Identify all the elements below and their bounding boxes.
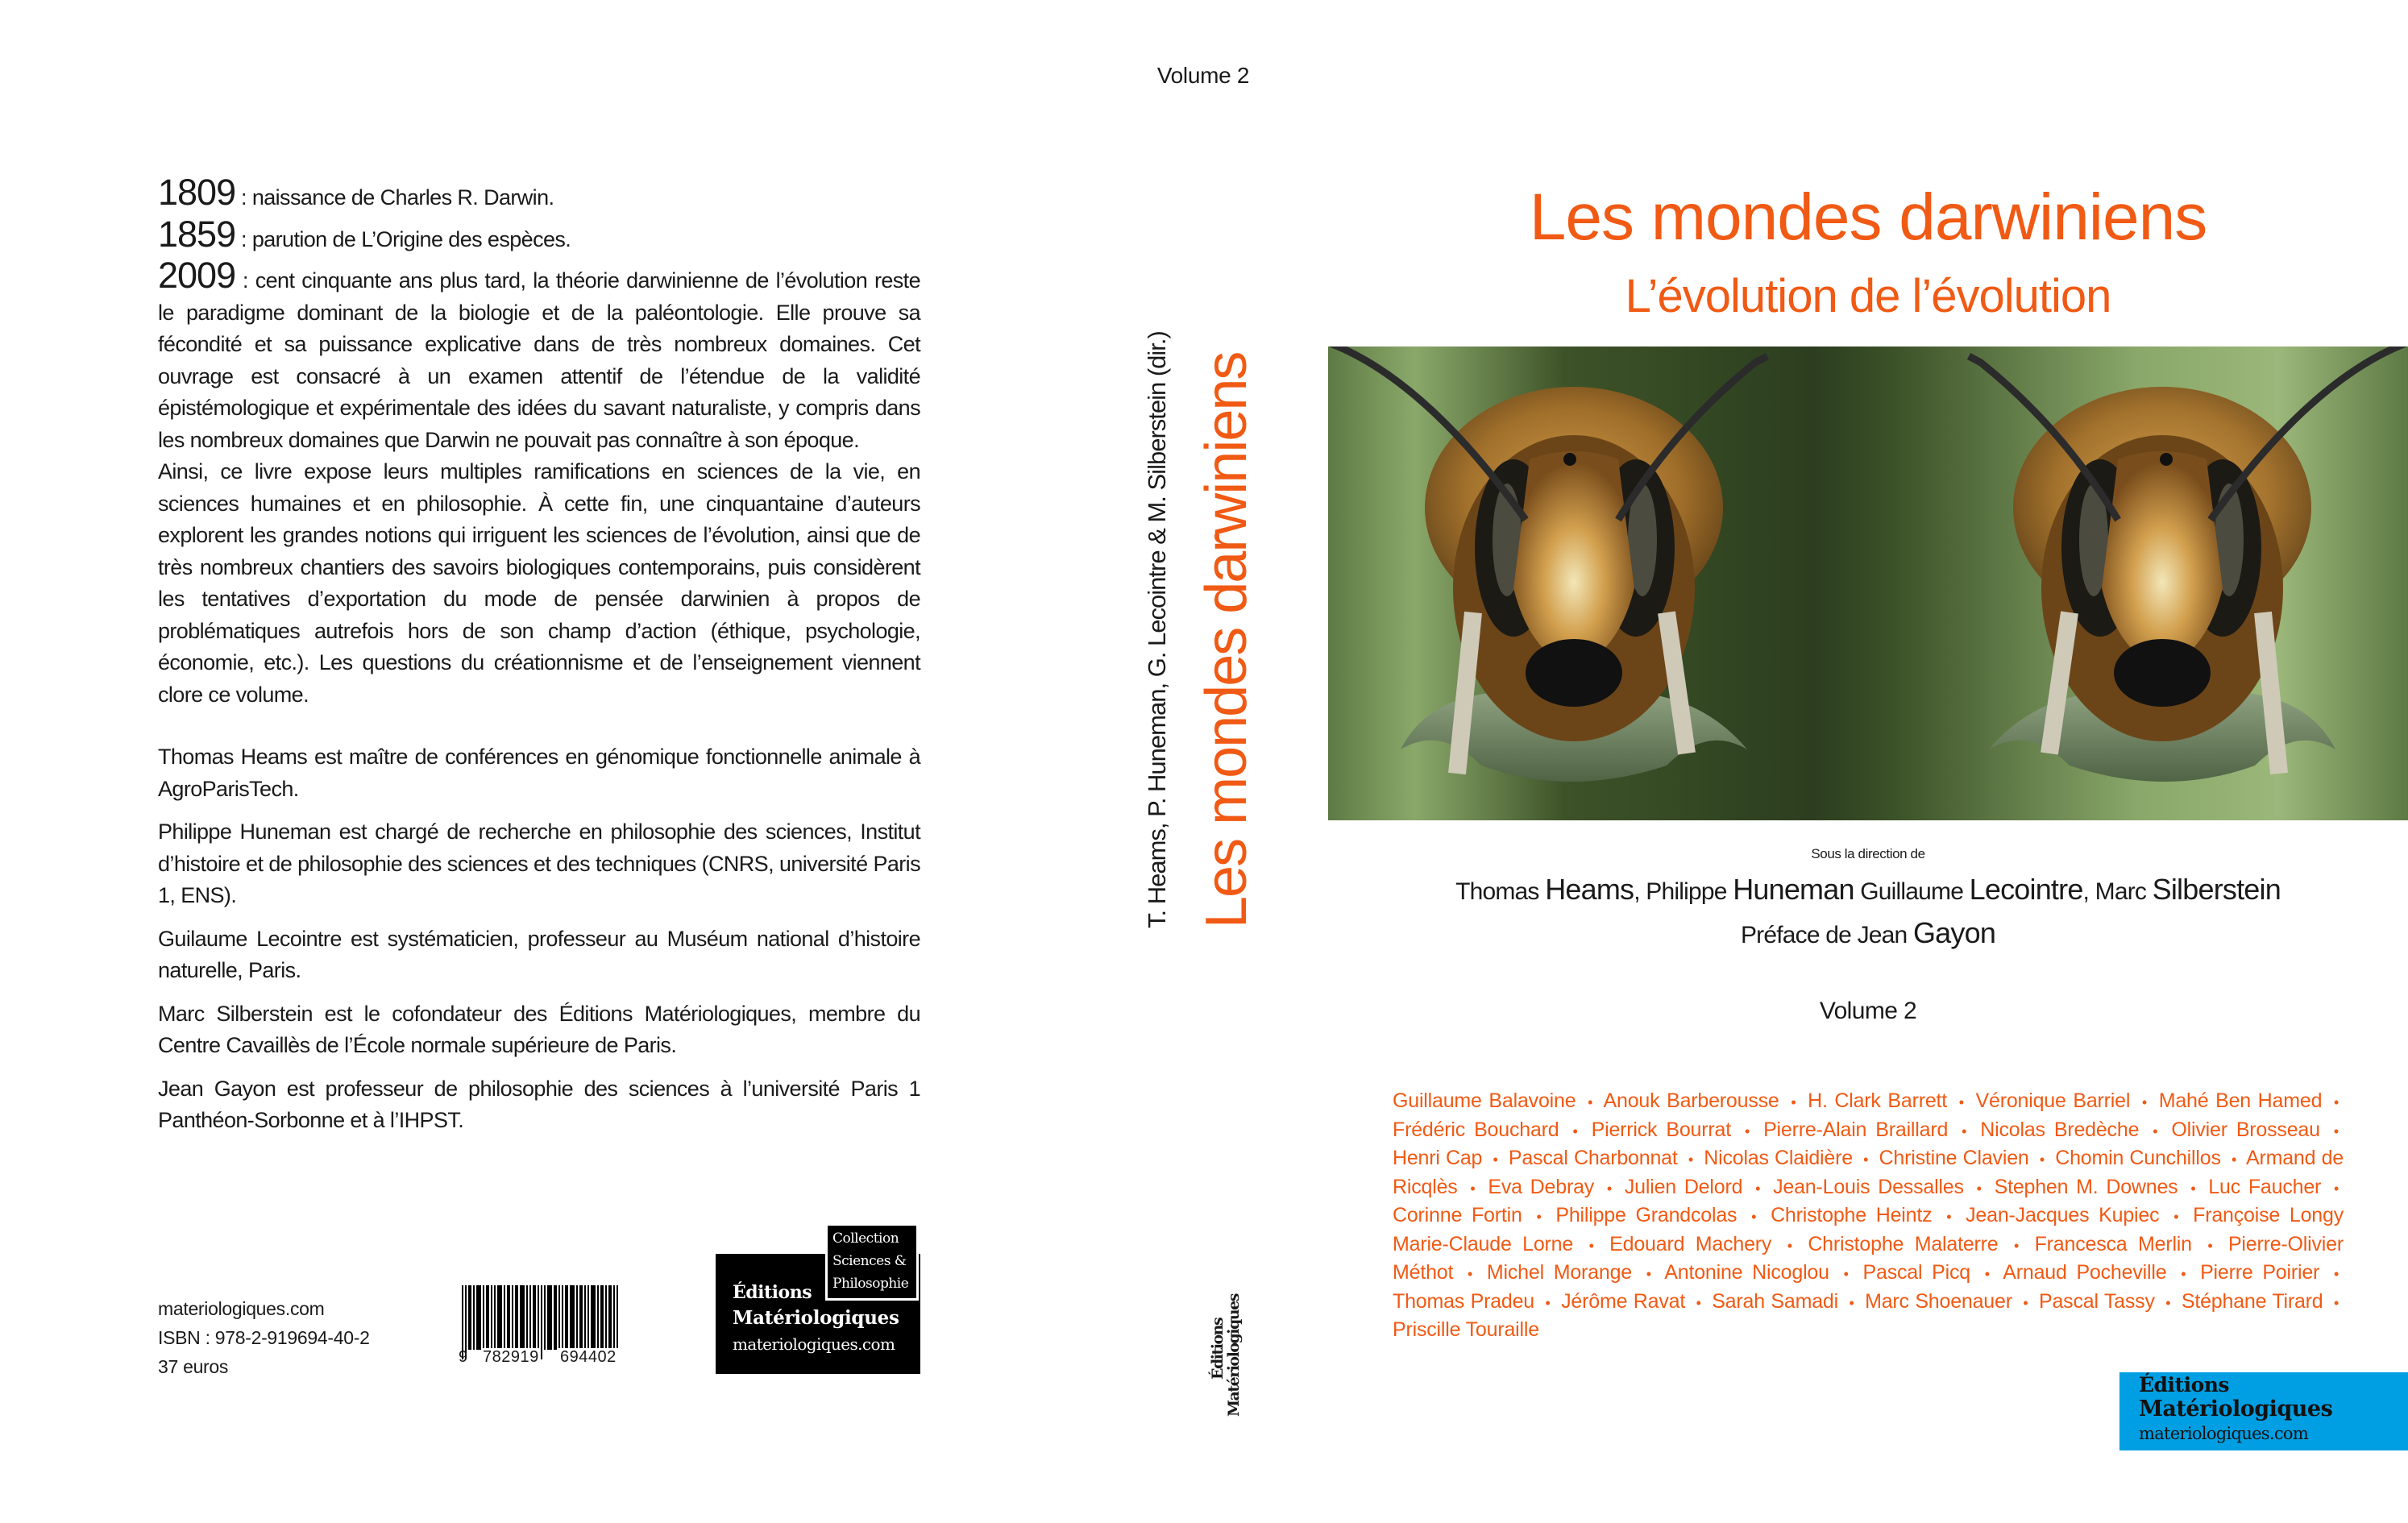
contributor-name: Nicolas Claidière <box>1704 1147 1853 1169</box>
editors-line <box>1328 873 2408 907</box>
bullet-separator: • <box>2014 1237 2020 1254</box>
editor-sep: , <box>2082 878 2095 905</box>
direction-label: Sous la direction de <box>1811 846 1925 861</box>
timeline-year: 2009 <box>158 255 236 296</box>
cover-photo-bees <box>1328 347 2408 820</box>
contributor-name: Nicolas Bredèche <box>1980 1118 2140 1141</box>
bullet-separator: • <box>2232 1152 2237 1168</box>
bullet-separator: • <box>1863 1152 1869 1168</box>
contributor-name: Edouard Machery <box>1609 1232 1772 1255</box>
collection-line: Collection <box>832 1230 899 1247</box>
contributor-name: Henri Cap <box>1393 1147 1483 1169</box>
bullet-separator: • <box>1536 1209 1542 1225</box>
barcode-lead-digit: 9 <box>459 1348 468 1366</box>
timeline-text: : cent cinquante ans plus tard, la théorie darwinienne de l’évolution reste le paradigme dominant de la biologie et de la paléontologie. Elle prouve sa fécondité et sa puissance explicative dans de très nombreux domaines. Cet ouvrage est consacré à un examen attentif de l’étendue de la validité épistémologique et expérimentale des idées du savant naturaliste, y compris dans les nombreux domaines que Darwin ne pouvait pas connaître à son époque. <box>158 268 920 452</box>
contributors-list <box>1393 1088 2344 1344</box>
timeline-1859 <box>158 214 920 256</box>
contributor-name: Stéphane Tirard <box>2181 1289 2323 1313</box>
preface-prefix: Préface de Jean <box>1740 922 1913 948</box>
collection-label <box>827 1225 917 1299</box>
contributor-name: Pascal Charbonnat <box>1508 1147 1678 1169</box>
contributor-name: Jérôme Ravat <box>1561 1289 1686 1313</box>
front-volume: Volume 2 <box>1819 998 1917 1024</box>
contributor-name: Olivier Brosseau <box>2171 1118 2320 1141</box>
bullet-separator: • <box>1744 1123 1750 1139</box>
bio-gayon: Jean Gayon est professeur de philosophie des sciences à l’université Paris 1 Panthéon-Sorbonne et à l’IHPST. <box>158 1076 920 1132</box>
timeline-2009 <box>158 255 920 456</box>
bullet-separator: • <box>1962 1123 1967 1139</box>
website-link[interactable]: materiologiques.com <box>158 1298 325 1319</box>
bullet-separator: • <box>1588 1094 1593 1110</box>
publisher-name-line2: Matériologiques <box>733 1307 899 1329</box>
timeline-text: : naissance de Charles R. Darwin. <box>235 185 554 210</box>
bio-silberstein: Marc Silberstein est le cofondateur des Éditions Matériologiques, membre du Centre Cavaillès de l’École normale supérieure de Paris. <box>158 1001 920 1057</box>
contributor-name: Christophe Heintz <box>1771 1204 1933 1226</box>
contributor-name: Guillaume Balavoine <box>1393 1089 1576 1112</box>
bullet-separator: • <box>2334 1294 2339 1311</box>
bullet-separator: • <box>1545 1294 1551 1311</box>
barcode-left-group: 782919 <box>483 1348 539 1366</box>
editor-last: Heams <box>1545 873 1634 906</box>
contributor-name: Frédéric Bouchard <box>1393 1118 1559 1141</box>
timeline-text: : parution de L’Origine des espèces. <box>235 226 571 251</box>
contributor-name: Philippe Grandcolas <box>1555 1204 1737 1226</box>
bullet-separator: • <box>1755 1180 1761 1197</box>
contributor-name: Luc Faucher <box>2208 1175 2322 1198</box>
bullet-separator: • <box>1572 1123 1578 1139</box>
contributor-name: Pierre-Olivier Méthot <box>1393 1232 2344 1284</box>
contributor-name: Julien Delord <box>1624 1175 1743 1198</box>
bullet-separator: • <box>1696 1294 1701 1311</box>
spine-publisher-line2: Matériologiques <box>1225 1294 1243 1417</box>
isbn: ISBN : 978-2-919694-40-2 <box>158 1327 370 1348</box>
contributor-name: Véronique Barriel <box>1975 1089 2131 1112</box>
contributor-name: Christine Clavien <box>1879 1147 2029 1169</box>
bullet-separator: • <box>2190 1180 2196 1197</box>
contributor-name: Stephen M. Downes <box>1994 1175 2178 1198</box>
bullet-separator: • <box>1843 1266 1849 1282</box>
editor-last: Lecointre <box>1969 873 2083 906</box>
contributor-name: Armand de Ricqlès <box>1393 1147 2344 1198</box>
barcode-right-group: 694402 <box>560 1348 617 1366</box>
contributor-name: Arnaud Pocheville <box>2003 1261 2167 1284</box>
collection-line: Sciences & <box>832 1253 907 1269</box>
spine-publisher-line1: Éditions <box>1209 1318 1227 1380</box>
bullet-separator: • <box>1787 1237 1792 1254</box>
bio-lecointre: Guilaume Lecointre est systématicien, professeur au Muséum national d’histoire naturelle, Paris. <box>158 926 920 982</box>
bullet-separator: • <box>1751 1209 1757 1225</box>
timeline-year: 1809 <box>158 172 236 213</box>
summary-paragraph: Ainsi, ce livre expose leurs multiples ramifications en sciences de la vie, en sciences humaines et en philosophie. À cette fin, une cinquantaine d’auteurs explorent les grandes notions qui irriguent les sciences de l’évolution, ainsi que de très nombreux chantiers des savoirs biologiques contemporains, puis considèrent les tentatives d’exportation du mode de pensée darwinien à propos de problématiques autrefois hors de son champ d’action (éthique, psychologie, économie, etc.). Les questions du créationnisme et de l’enseignement viennent clore ce volume. <box>158 459 920 707</box>
bullet-separator: • <box>1946 1209 1952 1225</box>
timeline-year: 1859 <box>158 213 236 255</box>
contributor-name: H. Clark Barrett <box>1808 1089 1948 1112</box>
bullet-separator: • <box>1606 1180 1613 1197</box>
front-title: Les mondes darwiniens <box>1529 181 2207 254</box>
contributor-name: Mahé Ben Hamed <box>2158 1089 2323 1112</box>
contributor-name: Priscille Touraille <box>1393 1318 1539 1341</box>
contributor-name: Françoise Longy Marie-Claude Lorne <box>1393 1204 2344 1255</box>
bullet-separator: • <box>2207 1237 2213 1254</box>
editor-first: Marc <box>2095 878 2147 905</box>
bullet-separator: • <box>2141 1094 2148 1110</box>
bio-huneman: Philippe Huneman est chargé de recherche en philosophie des sciences, Institut d’histoire et de philosophie des sciences et des techniques (CNRS, université Paris 1, ENS). <box>158 820 920 907</box>
contributor-name: Eva Debray <box>1488 1175 1595 1198</box>
spine-title: Les mondes darwiniens <box>1194 352 1259 928</box>
contributor-name: Antonine Nicoglou <box>1664 1261 1829 1284</box>
editor-first: Thomas <box>1455 878 1539 905</box>
timeline-1809 <box>158 172 920 214</box>
publisher-name-line2: Matériologiques <box>2139 1396 2333 1421</box>
bullet-separator: • <box>2023 1294 2028 1311</box>
publisher-logo-front <box>2119 1372 2408 1450</box>
spine-authors: T. Heams, P. Huneman, G. Lecointre & M. Silberstein (dir.) <box>1143 331 1171 928</box>
bullet-separator: • <box>1688 1152 1693 1168</box>
editor-sep: , <box>1634 878 1646 905</box>
bee-illustration <box>1328 347 2408 820</box>
price: 37 euros <box>158 1356 229 1377</box>
back-cover-text <box>158 172 920 1137</box>
contributor-name: Sarah Samadi <box>1712 1289 1838 1313</box>
contributor-name: Pierre-Alain Braillard <box>1763 1118 1949 1141</box>
contributor-name: Francesca Merlin <box>2034 1232 2192 1255</box>
contributor-name: Jean-Louis Dessalles <box>1773 1175 1964 1198</box>
bullet-separator: • <box>1791 1094 1796 1110</box>
contributor-name: Pascal Picq <box>1862 1261 1970 1284</box>
back-meta-block <box>158 1294 370 1381</box>
publisher-name-line1: Éditions <box>733 1282 812 1303</box>
publisher-logo-back <box>716 1230 920 1374</box>
preface-line <box>1328 916 2408 950</box>
bullet-separator: • <box>1958 1094 1964 1110</box>
collection-line: Philosophie <box>832 1276 909 1292</box>
bullet-separator: • <box>1588 1237 1594 1254</box>
bullet-separator: • <box>1468 1266 1473 1282</box>
bullet-separator: • <box>1470 1180 1476 1197</box>
contributor-name: Anouk Barberousse <box>1603 1089 1779 1112</box>
bullet-separator: • <box>2334 1180 2339 1197</box>
bio-heams: Thomas Heams est maître de conférences en génomique fonctionnelle animale à AgroParisTech. <box>158 745 920 801</box>
contributor-name: Thomas Pradeu <box>1393 1289 1535 1313</box>
isbn-barcode <box>459 1285 642 1374</box>
contributor-name: Christophe Malaterre <box>1808 1232 1999 1255</box>
editor-last: Silberstein <box>2152 873 2281 906</box>
publisher-name-line1: Éditions <box>2139 1373 2230 1396</box>
bullet-separator: • <box>2165 1294 2171 1311</box>
spine-volume: Volume 2 <box>1156 63 1250 88</box>
contributor-name: Marc Shoenauer <box>1865 1289 2012 1313</box>
editor-first: Guillaume <box>1860 878 1964 905</box>
bullet-separator: • <box>2039 1152 2045 1168</box>
editor-first: Philippe <box>1646 878 1727 905</box>
contributor-name: Jean-Jacques Kupiec <box>1966 1204 2160 1226</box>
bullet-separator: • <box>1849 1294 1854 1311</box>
bullet-separator: • <box>1493 1152 1498 1168</box>
contributor-name: Corinne Fortin <box>1393 1204 1522 1226</box>
bullet-separator: • <box>2173 1209 2179 1225</box>
bullet-separator: • <box>2181 1266 2186 1282</box>
bullet-separator: • <box>1984 1266 1990 1282</box>
contributor-name: Chomin Cunchillos <box>2055 1147 2221 1169</box>
publisher-url[interactable]: materiologiques.com <box>733 1334 895 1354</box>
contributor-name: Michel Morange <box>1486 1261 1632 1284</box>
contributor-name: Pierrick Bourrat <box>1591 1118 1731 1141</box>
bullet-separator: • <box>2153 1123 2158 1139</box>
bullet-separator: • <box>2333 1123 2339 1139</box>
bullet-separator: • <box>2333 1094 2339 1110</box>
publisher-url[interactable]: materiologiques.com <box>2139 1424 2309 1443</box>
preface-name: Gayon <box>1912 916 1996 949</box>
front-subtitle: L’évolution de l’évolution <box>1625 270 2111 322</box>
editor-last: Huneman <box>1733 873 1854 906</box>
bullet-separator: • <box>1646 1266 1651 1282</box>
bullet-separator: • <box>1976 1180 1982 1197</box>
contributor-name: Pierre Poirier <box>2200 1261 2320 1284</box>
bullet-separator: • <box>2333 1266 2339 1282</box>
contributor-name: Pascal Tassy <box>2038 1289 2155 1313</box>
